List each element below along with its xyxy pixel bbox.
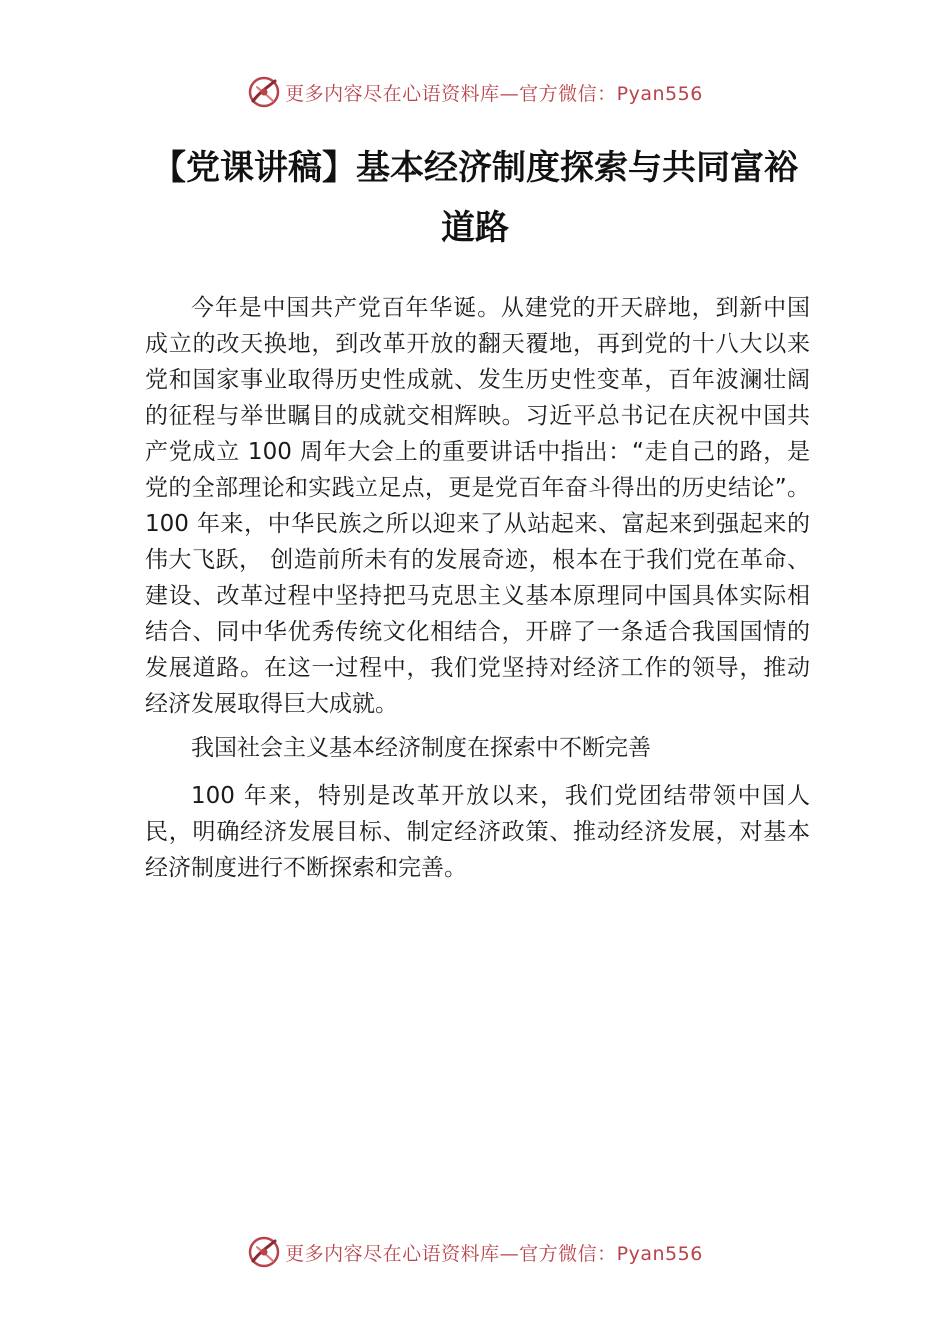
logo-icon — [247, 75, 281, 109]
footer-banner — [0, 1232, 950, 1272]
footer-banner-text — [285, 1239, 703, 1266]
header-wechat-id: Pyan556 — [616, 82, 703, 105]
header-banner — [0, 72, 950, 112]
footer-wechat-id: Pyan556 — [616, 1242, 703, 1265]
footer-banner-label: 更多内容尽在心语资料库—官方微信： — [285, 1242, 617, 1265]
header-banner-label: 更多内容尽在心语资料库—官方微信： — [285, 82, 617, 105]
logo-icon — [247, 1235, 281, 1269]
document-title: 【党课讲稿】基本经济制度探索与共同富裕道路 — [152, 148, 798, 248]
paragraph-intro: 今年是中国共产党百年华诞。从建党的开天辟地，到新中国成立的改天换地，到改革开放的翻天覆地，再到党的十八大以来党和国家事业取得历史性成就、发生历史性变革，百年波澜壮阔的征程与举世瞩目的成就交相辉映。习近平总书记在庆祝中国共产党成立 100 周年大会上的重要讲话中指出：“走自己的路，是党的全部理论和实践立足点，更是党百年奋斗得出的历史结论”。100 年来，中华民族之所以迎来了从站起来、富起来到强起来的伟大飞跃， 创造前所未有的发展奇迹，根本在于我们党在革命、建设、改革过程中坚持把马克思主义基本原理同中国具体实际相结合、同中华优秀传统文化相结合，开辟了一条适合我国国情的发展道路。在这一过程中，我们党坚持对经济工作的领导，推动经济发展取得巨大成就。 — [145, 295, 810, 717]
section-heading: 我国社会主义基本经济制度在探索中不断完善 — [191, 735, 651, 761]
document-body — [145, 290, 810, 886]
header-banner-text — [285, 79, 703, 106]
paragraph-section: 100 年来，特别是改革开放以来，我们党团结带领中国人民，明确经济发展目标、制定经济政策、推动经济发展，对基本经济制度进行不断探索和完善。 — [145, 783, 810, 881]
